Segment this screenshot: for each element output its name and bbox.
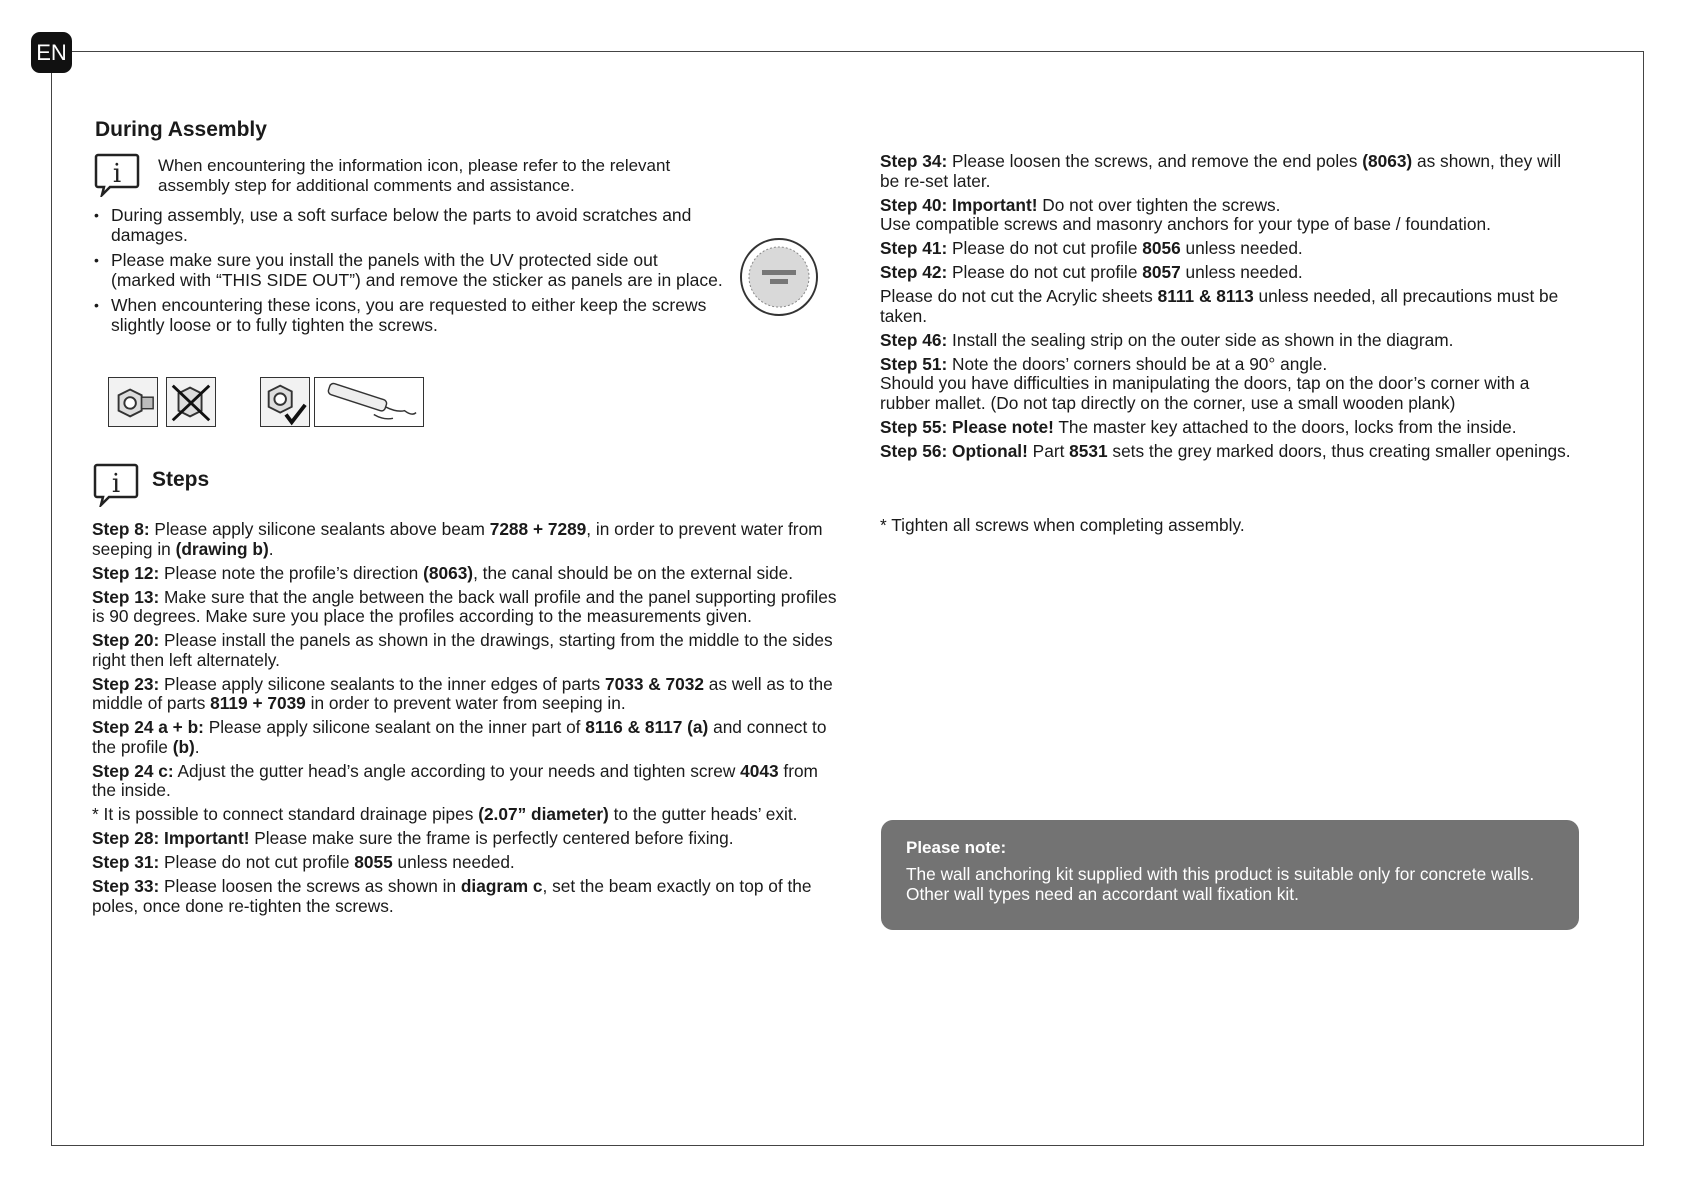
- page-title: During Assembly: [95, 118, 267, 141]
- step-item: Step 41: Please do not cut profile 8056 unless needed.: [880, 238, 1303, 258]
- screwdriver-tighten-icon: [314, 377, 424, 427]
- step-item: Step 28: Important! Please make sure the frame is perfectly centered before fixing.: [92, 828, 734, 848]
- step-item: Step 31: Please do not cut profile 8055 unless needed.: [92, 852, 515, 872]
- steps-heading: Steps: [152, 468, 210, 491]
- step-item: Step 42: Please do not cut profile 8057 unless needed.: [880, 262, 1303, 282]
- step-item: Step 55: Please note! The master key attached to the doors, locks from the inside.: [880, 416, 1517, 437]
- steps-left-column: [92, 520, 842, 921]
- step-item: Please do not cut the Acrylic sheets 8111 & 8113 unless needed, all precautions must be taken.: [880, 286, 1559, 326]
- steps-right-column: [880, 152, 1580, 466]
- language-badge: EN: [31, 32, 72, 73]
- step-item: Step 8: Please apply silicone sealants above beam 7288 + 7289, in order to prevent water from seeping in (drawing b).: [92, 519, 823, 559]
- note-title: Please note:: [906, 838, 1007, 857]
- step-item: Step 24 a + b: Please apply silicone sealant on the inner part of 8116 & 8117 (a) and connect to the profile (b).: [92, 717, 827, 757]
- step-item: Step 46: Install the sealing strip on the outer side as shown in the diagram.: [880, 329, 1454, 350]
- step-item: Step 56: Optional! Part 8531 sets the grey marked doors, thus creating smaller openings.: [880, 440, 1571, 461]
- step-item: Step 12: Please note the profile’s direction (8063), the canal should be on the external side.: [92, 562, 794, 583]
- this-side-out-sticker-icon: [738, 236, 820, 318]
- assembly-tips-list: [94, 205, 734, 340]
- svg-text:i: i: [111, 469, 121, 499]
- please-note-box: [881, 820, 1579, 930]
- note-body: The wall anchoring kit supplied with this product is suitable only for concrete walls. Other wall types need an accordant wall fixation kit.: [906, 864, 1535, 904]
- step-item: Step 24 c: Adjust the gutter head’s angle according to your needs and tighten screw 4043 from the inside.: [92, 760, 818, 800]
- step-item: Step 33: Please loosen the screws as shown in diagram c, set the beam exactly on top of the poles, once done re-tighten the screws.: [92, 876, 812, 916]
- step-item: Step 23: Please apply silicone sealants to the inner edges of parts 7033 & 7032 as well as to the middle of parts 8119 + 7039 in order to prevent water from seeping in.: [92, 673, 833, 713]
- info-speech-bubble-icon: [94, 153, 140, 197]
- step-item: Step 13: Make sure that the angle between the back wall profile and the panel supporting profiles is 90 degrees. Make sure you place the profiles according to the measurements given.: [92, 586, 837, 626]
- screw-icons-row: [108, 377, 438, 432]
- tightened-nut-icon: [260, 377, 310, 427]
- crossed-nut-icon: [166, 377, 216, 427]
- step-item: Step 20: Please install the panels as shown in the drawings, starting from the middle to the sides right then left alternately.: [92, 630, 833, 670]
- list-item: • When encountering these icons, you are requested to either keep the screws slightly loose or to fully tighten the screws.: [94, 295, 734, 335]
- info-speech-bubble-icon: [93, 463, 139, 507]
- loose-nut-icon: [108, 377, 158, 427]
- svg-text:i: i: [112, 159, 122, 189]
- step-item: * It is possible to connect standard drainage pipes (2.07” diameter) to the gutter heads’ exit.: [92, 804, 798, 824]
- tighten-note: * Tighten all screws when completing assembly.: [880, 515, 1245, 535]
- step-item: Step 51: Note the doors’ corners should be at a 90° angle. Should you have difficulties in manipulating the doors, tap on the door’s corner with a rubber mallet. (Do not tap directly on the corner, use a small wooden plank): [880, 353, 1530, 413]
- intro-text: When encountering the information icon, please refer to the relevant assembly step for additional comments and assistance.: [158, 156, 671, 195]
- list-item: • During assembly, use a soft surface below the parts to avoid scratches and damages.: [94, 205, 734, 245]
- list-item: • Please make sure you install the panels with the UV protected side out (marked with “THIS SIDE OUT”) and remove the sticker as panels are in place.: [94, 250, 723, 290]
- step-item: Step 34: Please loosen the screws, and remove the end poles (8063) as shown, they will be re-set later.: [880, 151, 1562, 191]
- step-item: Step 40: Important! Do not over tighten the screws. Use compatible screws and masonry anchors for your type of base / foundation.: [880, 194, 1491, 234]
